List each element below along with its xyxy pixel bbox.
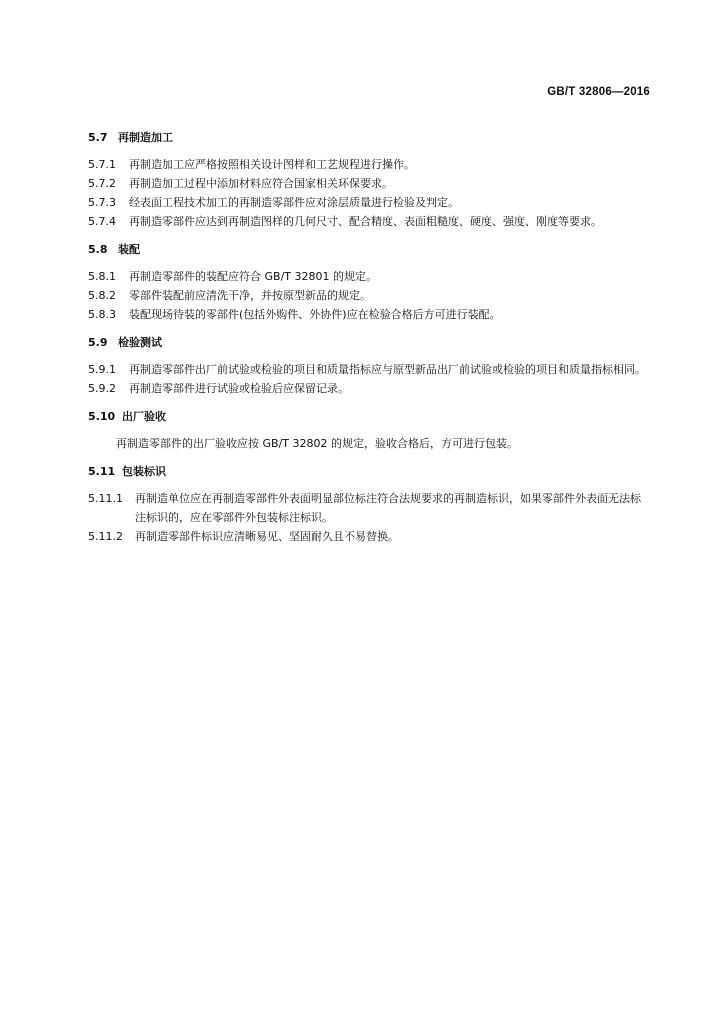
standard-code: GB/T 32806—2016 [547,86,650,98]
clause-number: 5.11.1 [88,492,123,505]
clause-text: 再制造零部件的装配应符合 GB/T 32801 的规定。 [129,270,377,283]
section-number: 5.11 [88,464,116,478]
clause-text: 再制造单位应在再制造零部件外表面明显部位标注符合法规要求的再制造标识，如果零部件外表面无法标注标识的，应在零部件外包装标注标识。 [135,492,641,524]
clause-5-7-2 [88,174,648,193]
clause-number: 5.7.2 [88,177,116,190]
clause-text: 装配现场待装的零部件(包括外购件、外协件)应在检验合格后方可进行装配。 [129,308,501,321]
section-number: 5.7 [88,130,108,144]
clause-text: 再制造加工应严格按照相关设计图样和工艺规程进行操作。 [129,158,415,171]
clause-5-8-3 [88,305,648,324]
section-title: 装配 [118,243,140,256]
clause-number: 5.9.1 [88,363,116,376]
clause-5-7-3 [88,193,648,212]
clause-text: 再制造零部件进行试验或检验后应保留记录。 [129,382,349,395]
clause-5-9-2 [88,379,648,398]
clause-number: 5.8.3 [88,308,116,321]
clause-5-7-4 [88,212,648,231]
section-heading-5-11 [88,461,648,481]
clause-5-8-2 [88,286,648,305]
section-paragraph: 再制造零部件的出厂验收应按 GB/T 32802 的规定，验收合格后，方可进行包装。 [116,437,518,450]
section-number: 5.9 [88,335,108,349]
clause-5-7-1 [88,155,648,174]
section-title: 再制造加工 [118,131,173,144]
section-number: 5.8 [88,242,108,256]
section-5-9-clauses [88,360,648,398]
section-5-10-body [88,434,648,453]
document-body [88,127,648,554]
clause-text: 零部件装配前应清洗干净，并按原型新品的规定。 [129,289,371,302]
section-5-7-clauses [88,155,648,231]
clause-text: 经表面工程技术加工的再制造零部件应对涂层质量进行检验及判定。 [129,196,459,209]
section-heading-5-10 [88,406,648,426]
section-title: 出厂验收 [122,410,166,423]
clause-text: 再制造零部件出厂前试验或检验的项目和质量指标应与原型新品出厂前试验或检验的项目和质量指标相同。 [129,363,646,376]
clause-number: 5.8.1 [88,270,116,283]
clause-5-9-1 [88,360,648,379]
clause-number: 5.7.3 [88,196,116,209]
section-number: 5.10 [88,409,116,423]
section-title: 包装标识 [122,465,166,478]
section-heading-5-8 [88,239,648,259]
clause-number: 5.7.4 [88,215,116,228]
clause-number: 5.7.1 [88,158,116,171]
section-5-8-clauses [88,267,648,324]
clause-number: 5.8.2 [88,289,116,302]
section-5-11-clauses [88,489,648,546]
clause-5-11-1 [88,489,648,527]
section-heading-5-7 [88,127,648,147]
clause-text: 再制造加工过程中添加材料应符合国家相关环保要求。 [129,177,393,190]
section-title: 检验测试 [118,336,162,349]
clause-number: 5.11.2 [88,530,123,543]
clause-text: 再制造零部件应达到再制造图样的几何尺寸、配合精度、表面粗糙度、硬度、强度、刚度等要求。 [129,215,602,228]
clause-5-8-1 [88,267,648,286]
clause-text: 再制造零部件标识应清晰易见、坚固耐久且不易替换。 [135,530,399,543]
clause-number: 5.9.2 [88,382,116,395]
section-heading-5-9 [88,332,648,352]
clause-5-11-2 [88,527,648,546]
